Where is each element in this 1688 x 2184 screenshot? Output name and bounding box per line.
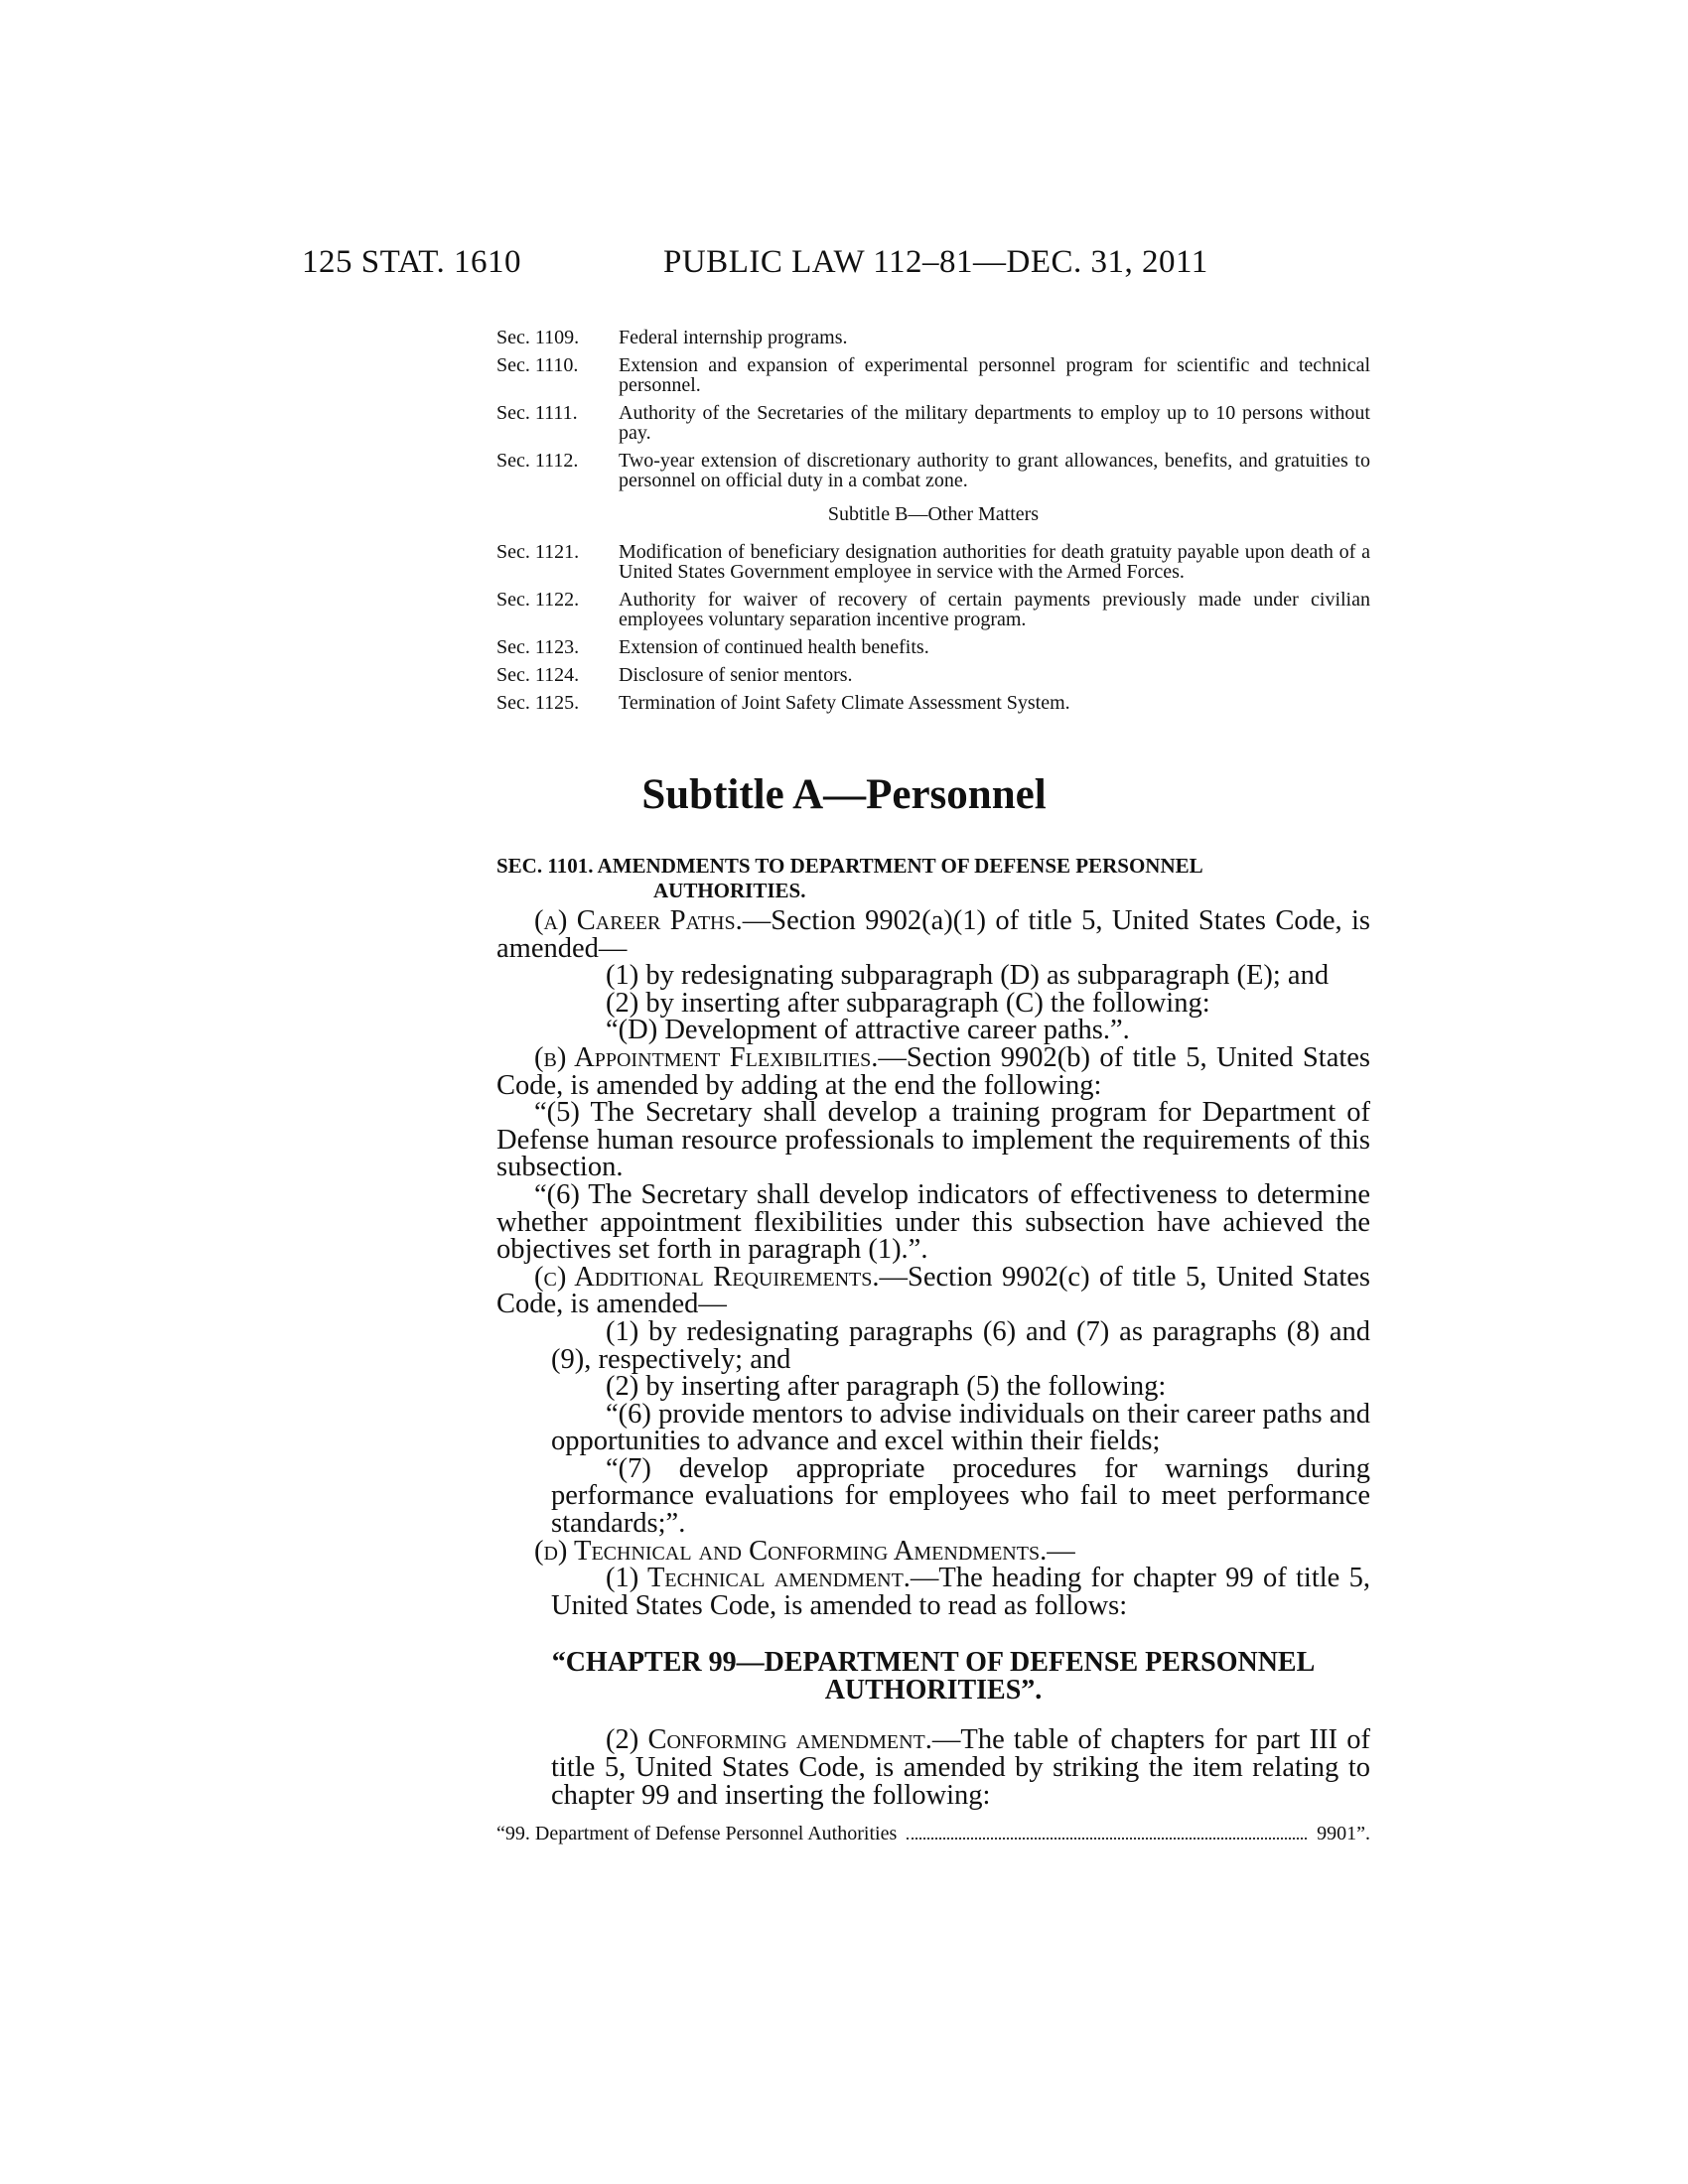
toc-entry (496, 542, 1370, 582)
table-of-contents (496, 328, 1370, 721)
paragraph-c (496, 1261, 1370, 1320)
paragraph-heading: (1) Technical amendment. (606, 1563, 911, 1594)
toc-entry-text: Extension and expansion of experimental personnel program for scientific and technical personnel. (619, 354, 1370, 396)
chapter-table-item (496, 1821, 1370, 1848)
toc-entry-number: Sec. 1109. (496, 327, 580, 348)
paragraph-heading: (a) Career Paths. (534, 905, 743, 936)
paragraph-text: — (1047, 1535, 1075, 1567)
toc-entry (496, 637, 1370, 657)
toc-entry-number: Sec. 1125. (496, 692, 580, 714)
paragraph-heading: (d) Technical and Conforming Amendments. (534, 1535, 1048, 1567)
section-heading-line: AUTHORITIES. (653, 879, 806, 902)
paragraph-a1: (1) by redesignating subparagraph (D) as subparagraph (E); and (606, 960, 1330, 992)
toc-entry-number: Sec. 1124. (496, 664, 580, 686)
paragraph-c-q7: “(7) develop appropriate procedures for warnings during performance evaluations for employees who fail to meet performance standards;”. (551, 1452, 1370, 1540)
toc-entry-text: Termination of Joint Safety Climate Assessment System. (619, 692, 1070, 714)
running-header: PUBLIC LAW 112–81—DEC. 31, 2011 (663, 244, 1208, 280)
toc-entry (496, 693, 1370, 713)
toc-entry-number: Sec. 1111. (496, 402, 578, 424)
section-heading (496, 854, 1370, 903)
toc-entry-number: Sec. 1123. (496, 636, 580, 658)
paragraph-c-q6: “(6) provide mentors to advise individuals on their career paths and opportunities to advance and excel within their fields; (551, 1398, 1370, 1457)
toc-entry-number: Sec. 1121. (496, 541, 580, 563)
chapter-heading-line: “CHAPTER 99—DEPARTMENT OF DEFENSE PERSONNEL (551, 1647, 1316, 1679)
paragraph-a-quote: “(D) Development of attractive career paths.”. (606, 1015, 1130, 1046)
paragraph-text: —The heading for chapter 99 of title 5, United States Code, is amended to read as follows: (551, 1563, 1370, 1621)
section-heading-line: SEC. 1101. AMENDMENTS TO DEPARTMENT OF DEFENSE PERSONNEL (496, 854, 1203, 878)
paragraph-d1 (496, 1565, 1370, 1619)
paragraph-d2 (496, 1726, 1370, 1809)
paragraph-a2: (2) by inserting after subparagraph (C) the following: (606, 987, 1210, 1019)
toc-entry (496, 355, 1370, 395)
paragraph-c2: (2) by inserting after paragraph (5) the following: (606, 1371, 1167, 1403)
paragraph-text: —Section 9902(c) of title 5, United States Code, is amended— (496, 1261, 1370, 1320)
paragraph-b (496, 1041, 1370, 1101)
paragraph-a (496, 907, 1370, 962)
leader-dots (907, 1838, 1307, 1840)
subtitle-heading: Subtitle A—Personnel (641, 771, 1047, 818)
paragraph-b6: “(6) The Secretary shall develop indicators of effectiveness to determine whether appointment flexibilities under this subsection have achieved the objectives set forth in paragraph (1).”. (496, 1178, 1370, 1266)
toc-entry-text: Authority of the Secretaries of the military departments to employ up to 10 persons without pay. (619, 402, 1370, 444)
toc-entry-text: Two-year extension of discretionary authority to grant allowances, benefits, and gratuities to personnel on official duty in a combat zone. (619, 450, 1370, 491)
chapter-table-item-label: “99. Department of Defense Personnel Authorities (496, 1823, 898, 1845)
paragraph-text: —Section 9902(a)(1) of title 5, United States Code, is amended— (496, 905, 1370, 964)
paragraph-heading: (b) Appointment Flexibilities. (534, 1041, 879, 1073)
paragraph-heading: (2) Conforming amendment. (606, 1724, 932, 1756)
section-body (496, 907, 1370, 1848)
toc-entry (496, 665, 1370, 685)
toc-entry (496, 590, 1370, 629)
chapter-heading (496, 1649, 1370, 1705)
paragraph-text: —The table of chapters for part III of title 5, United States Code, is amended by striking the item relating to chapter 99 and inserting the following: (551, 1724, 1371, 1811)
toc-entry-number: Sec. 1122. (496, 589, 580, 611)
toc-entry (496, 403, 1370, 443)
toc-entry-text: Federal internship programs. (619, 327, 848, 348)
paragraph-heading: (c) Additional Requirements. (534, 1261, 880, 1293)
paragraph-b5: “(5) The Secretary shall develop a training program for Department of Defense human resource professionals to implement the requirements of this subsection. (496, 1097, 1370, 1183)
toc-entry (496, 451, 1370, 490)
toc-entry (496, 328, 1370, 347)
page-number-header: 125 STAT. 1610 (302, 244, 522, 280)
toc-entry-number: Sec. 1112. (496, 450, 579, 472)
chapter-table-item-number: 9901”. (1317, 1823, 1370, 1845)
toc-entry-number: Sec. 1110. (496, 354, 579, 376)
paragraph-c1: (1) by redesignating paragraphs (6) and (7) as paragraphs (8) and (9), respectively; and (551, 1315, 1370, 1375)
paragraph-text: —Section 9902(b) of title 5, United States Code, is amended by adding at the end the following: (496, 1041, 1370, 1101)
toc-entry-text: Modification of beneficiary designation authorities for death gratuity payable upon death of a United States Government employee in service with the Armed Forces. (619, 541, 1370, 583)
toc-entry-text: Disclosure of senior mentors. (619, 664, 853, 686)
toc-entry-text: Authority for waiver of recovery of certain payments previously made under civilian employees voluntary separation incentive program. (619, 589, 1370, 630)
chapter-heading-line: AUTHORITIES”. (824, 1675, 1043, 1706)
toc-subtitle-b: Subtitle B—Other Matters (827, 503, 1040, 525)
toc-entry-text: Extension of continued health benefits. (619, 636, 929, 658)
paragraph-d (496, 1535, 1370, 1567)
